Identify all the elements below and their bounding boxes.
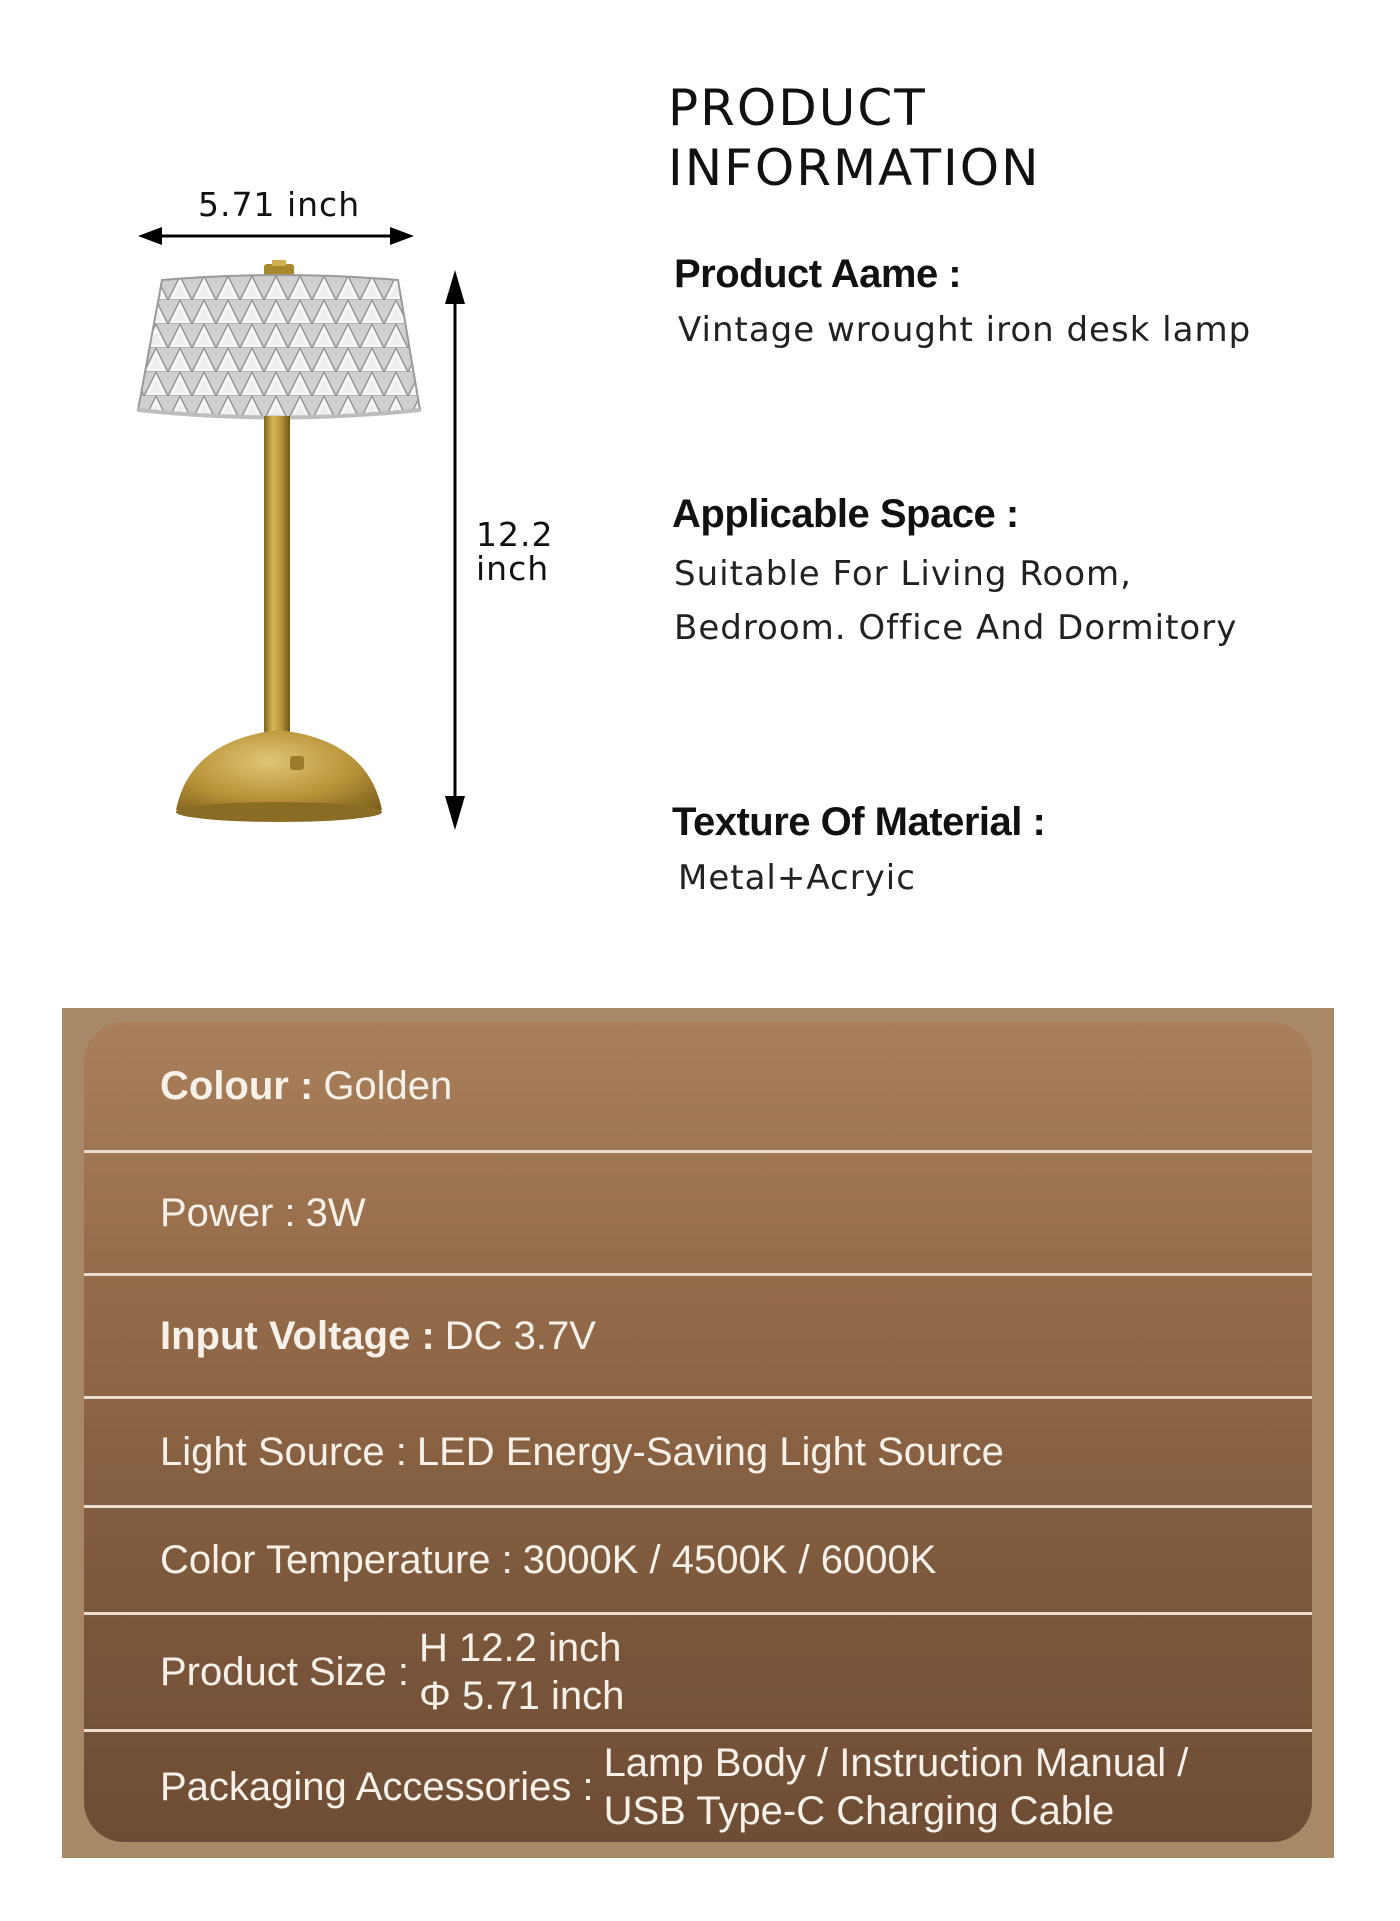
info-applicable-space — [672, 492, 1237, 655]
spec-label: Power : — [160, 1190, 296, 1235]
spec-value: 3W — [305, 1190, 366, 1235]
spec-row-color-temperature — [84, 1508, 1312, 1612]
spec-value-line: Φ 5.71 inch — [419, 1674, 625, 1718]
info-material — [672, 800, 1045, 905]
spec-value — [604, 1739, 1189, 1835]
spec-value: LED Energy-Saving Light Source — [416, 1429, 1004, 1474]
spec-panel — [84, 1022, 1312, 1842]
spec-label: Input Voltage : — [160, 1313, 435, 1358]
spec-row-power — [84, 1153, 1312, 1273]
spec-row-light-source — [84, 1399, 1312, 1505]
info-label: Applicable Space : — [672, 492, 1019, 536]
lamp-icon — [120, 180, 460, 840]
spec-label: Light Source : — [160, 1429, 407, 1474]
spec-value: Golden — [323, 1063, 453, 1108]
spec-row-packaging — [84, 1732, 1312, 1842]
height-dimension-unit: inch — [476, 549, 550, 588]
spec-row-colour — [84, 1022, 1312, 1150]
info-value: Vintage wrought iron desk lamp — [678, 310, 1252, 350]
spec-value-line: USB Type-C Charging Cable — [603, 1789, 1115, 1833]
spec-value — [419, 1624, 624, 1720]
height-dimension-value: 12.2 — [476, 515, 554, 554]
spec-value-line: H 12.2 inch — [419, 1626, 622, 1670]
info-value: Suitable For Living Room, — [674, 554, 1132, 594]
spec-row-product-size — [84, 1615, 1312, 1729]
spec-value: DC 3.7V — [444, 1313, 596, 1358]
spec-label: Packaging Accessories : — [160, 1764, 594, 1809]
height-dimension-label — [476, 515, 554, 588]
height-arrow-icon — [438, 270, 472, 830]
spec-value: 3000K / 4500K / 6000K — [522, 1537, 937, 1582]
info-product-name — [674, 252, 1251, 357]
spec-value-line: Lamp Body / Instruction Manual / — [603, 1741, 1189, 1785]
width-dimension-label: 5.71 inch — [198, 185, 361, 224]
page-title-line-2: INFORMATION — [668, 139, 1041, 197]
page-title-line-1: PRODUCT — [668, 79, 927, 137]
spec-row-voltage — [84, 1276, 1312, 1396]
info-label: Texture Of Material : — [672, 800, 1046, 844]
spec-label: Product Size : — [160, 1649, 410, 1694]
lamp-illustration — [120, 180, 460, 840]
info-label: Product Aame : — [674, 252, 962, 296]
info-value: Bedroom. Office And Dormitory — [674, 608, 1238, 648]
spec-label: Color Temperature : — [160, 1537, 513, 1582]
spec-label: Colour : — [160, 1063, 314, 1108]
info-value: Metal+Acryic — [678, 858, 916, 898]
page-title — [668, 78, 1041, 198]
width-arrow-icon — [138, 222, 414, 250]
